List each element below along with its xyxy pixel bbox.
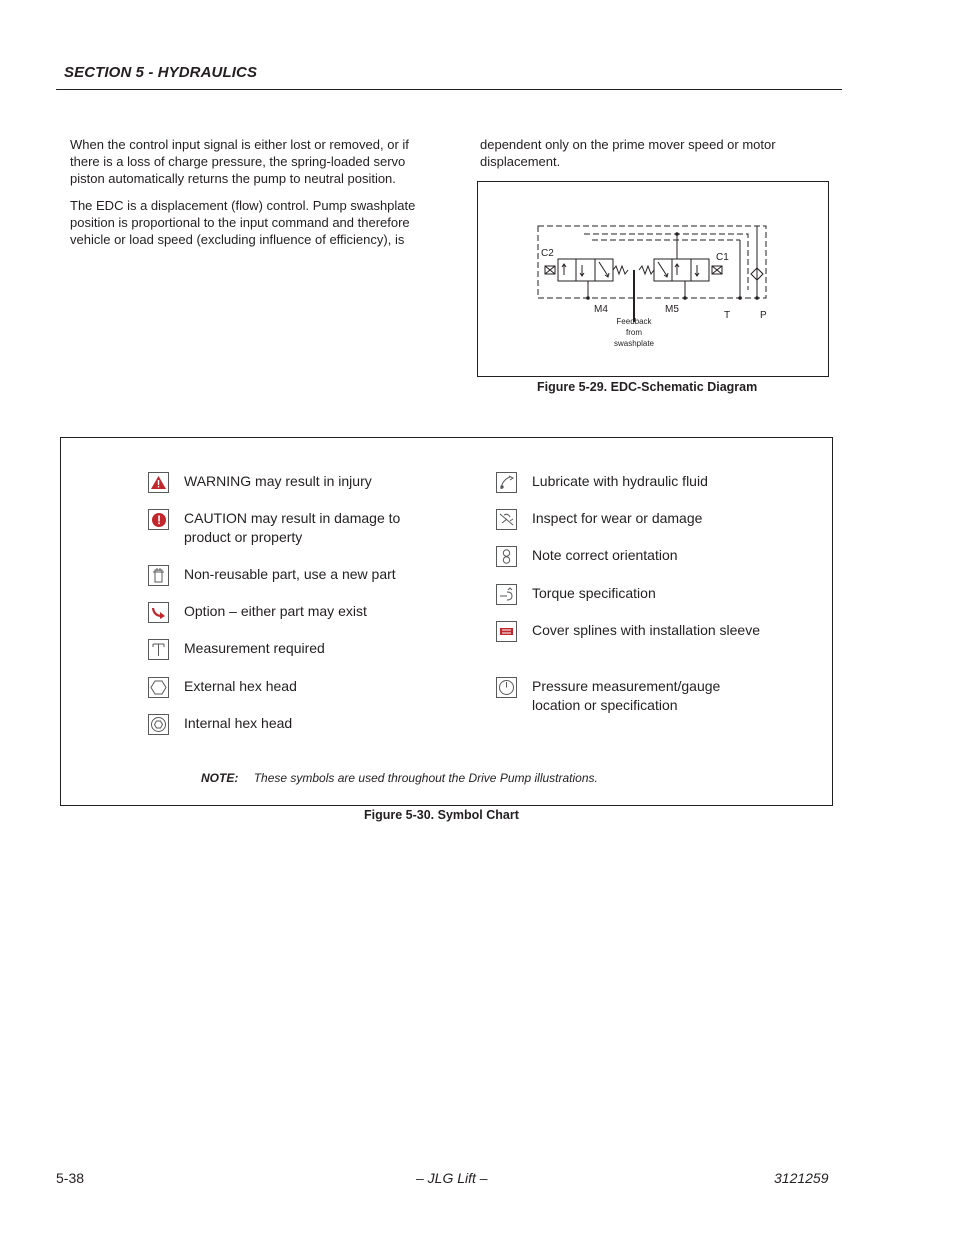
symbol-inspect <box>496 509 772 530</box>
inspect-icon <box>496 509 517 530</box>
port-label-m5: M5 <box>665 304 679 315</box>
symbol-lubricate <box>496 472 772 493</box>
pressure-gauge-icon <box>496 677 517 698</box>
symbol-chart-note <box>201 771 598 785</box>
symbol-torque <box>496 584 772 605</box>
symbol-option <box>148 602 424 623</box>
figure-29-caption: Figure 5-29. EDC-Schematic Diagram <box>537 380 758 394</box>
symbol-external-hex <box>148 677 424 698</box>
symbol-label: Non-reusable part, use a new part <box>184 566 396 582</box>
symbol-warning <box>148 472 424 493</box>
symbol-chart-figure <box>60 437 833 806</box>
symbol-caution <box>148 509 424 546</box>
left-spring <box>613 266 628 274</box>
torque-icon <box>496 584 517 605</box>
symbol-non-reusable <box>148 565 424 586</box>
warning-triangle-icon <box>148 472 169 493</box>
lubricate-icon <box>496 472 517 493</box>
measurement-icon <box>148 639 169 660</box>
non-reusable-part-icon <box>148 565 169 586</box>
symbol-label: Lubricate with hydraulic fluid <box>532 473 708 489</box>
symbol-label: Pressure measurement/gauge location or specification <box>532 678 721 713</box>
symbol-measurement <box>148 639 424 660</box>
symbol-label: External hex head <box>184 678 297 694</box>
port-label-c1: C1 <box>716 252 729 263</box>
body-paragraph-2: The EDC is a displacement (flow) control. Pump swashplate position is proportional to the input command and therefore vehicle or load speed (excluding influence of efficiency), is <box>70 198 416 248</box>
left-valve-spool <box>558 259 613 281</box>
caution-circle-icon <box>148 509 169 530</box>
symbol-label: Note correct orientation <box>532 547 678 563</box>
footer-center-text: – JLG Lift – <box>416 1170 488 1186</box>
feedback-label-line-2: from <box>626 328 642 337</box>
option-arrow-icon <box>148 602 169 623</box>
right-spring <box>639 266 654 274</box>
document-number: 3121259 <box>774 1170 829 1186</box>
feedback-label-line-3: swashplate <box>613 339 655 348</box>
section-title: SECTION 5 - HYDRAULICS <box>64 64 258 81</box>
page-number: 5-38 <box>56 1170 85 1186</box>
symbol-orientation <box>496 546 772 567</box>
port-label-t: T <box>724 310 731 321</box>
port-label-c2: C2 <box>541 248 554 259</box>
symbol-label: CAUTION may result in damage to product or property <box>184 510 401 545</box>
outer-boundary-dashed <box>538 226 766 298</box>
symbol-label: Torque specification <box>532 585 656 601</box>
figure-30-caption: Figure 5-30. Symbol Chart <box>364 808 519 822</box>
body-paragraph-3: dependent only on the prime mover speed or motor displacement. <box>480 137 776 170</box>
edc-schematic-diagram <box>478 182 828 376</box>
note-text: These symbols are used throughout the Drive Pump illustrations. <box>253 771 598 785</box>
symbol-label: Internal hex head <box>184 715 293 731</box>
note-label: NOTE: <box>201 771 239 785</box>
orientation-icon <box>496 546 517 567</box>
symbol-label: Inspect for wear or damage <box>532 510 703 526</box>
symbol-label: WARNING may result in injury <box>184 473 372 489</box>
body-paragraph-1: When the control input signal is either lost or removed, or if there is a loss of charge pressure, the spring-loaded servo piston automatically returns the pump to neutral position. <box>70 137 409 187</box>
symbol-splines <box>496 621 772 642</box>
splines-sleeve-icon <box>496 621 517 642</box>
edc-schematic-figure <box>477 181 829 377</box>
external-hex-icon <box>148 677 169 698</box>
symbol-label: Measurement required <box>184 640 325 656</box>
symbol-pressure <box>496 677 772 714</box>
internal-hex-icon <box>148 714 169 735</box>
port-label-p: P <box>760 310 767 321</box>
feedback-label-line-1: Feedback <box>616 317 652 326</box>
header-divider <box>56 89 842 90</box>
port-label-m4: M4 <box>594 304 608 315</box>
right-valve-spool <box>654 259 709 281</box>
symbol-label: Option – either part may exist <box>184 603 367 619</box>
symbol-label: Cover splines with installation sleeve <box>532 622 760 638</box>
symbol-internal-hex <box>148 714 424 735</box>
